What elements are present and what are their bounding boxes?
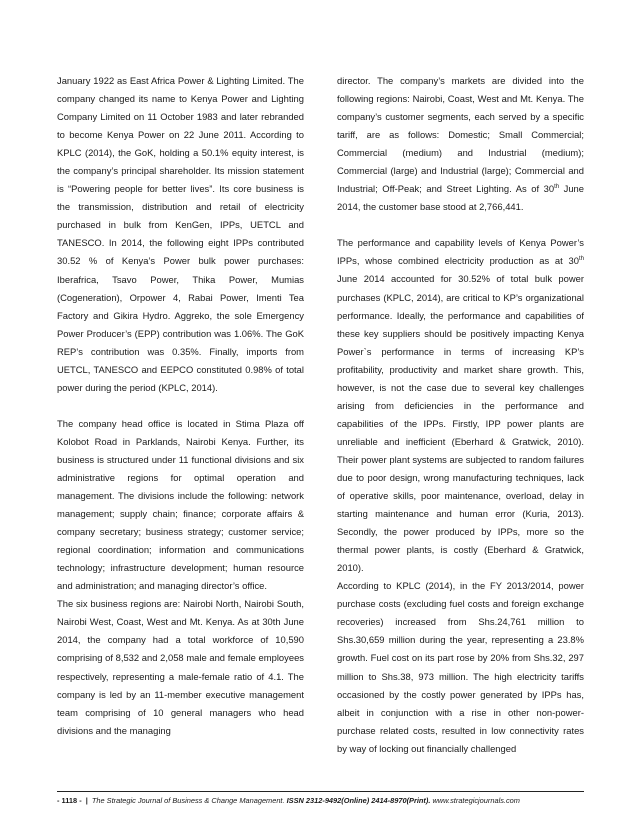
footer-separator: | [85,796,88,805]
page-footer [57,796,597,806]
right-column [337,72,584,758]
journal-website-link[interactable]: www.strategicjournals.com [432,796,520,805]
footer-divider [57,791,584,792]
page-number: - 1118 - [57,796,82,805]
right-paragraph-performance [337,234,584,577]
right-paragraph-power-costs: According to KPLC (2014), in the FY 2013/2014, power purchase costs (excluding fuel costs and foreign exchange recoveries) increased from Shs.24,761 million to Shs.30,659 million during the year, representing a 23.8% growth. Fuel cost on its part rose by 20% from Shs.32, 297 million to Shs.38, 973 million. The high electricity tariffs occasioned by the costly power generated by IPPs has, albeit in conjunction with a rise in other non-power-purchase related costs, resulted in low connectivity rates by way of locking out financially challenged [337,580,584,754]
left-paragraph-business-regions: The six business regions are: Nairobi North, Nairobi South, Nairobi West, Coast, West and Mt. Kenya. As at 30th June 2014, the company had a total workforce of 10,590 comprising of 8,532 and 2,058 male and female employees respectively, representing a male-female ratio of 4.1. The company is led by an 11-member executive management team comprising of 10 general managers who head divisions and the managing [57,598,304,736]
ordinal-superscript: th [578,256,584,263]
left-paragraph-kplc-history: January 1922 as East Africa Power & Lighting Limited. The company changed its name to Kenya Power and Lighting Company Limited on 11 October 1983 and later rebranded to become Kenya Power on 22 June 2011. According to KPLC (2014), the GoK, holding a 50.1% equity interest, is the company’s principal shareholder. Its mission statement is “Powering people for better lives”. Its core business is the transmission, distribution and retail of electricity purchased in bulk from KenGen, IPPs, UETCL and TANESCO. In 2014, the following eight IPPs contributed 30.52 % of Kenya’s Power bulk power purchases: Iberafrica, Tsavo Power, Thika Power, Mumias (Cogeneration), Orpower 4, Rabai Power, Imenti Tea Factory and Gikira Hydro. Aggreko, the sole Emergency Power Producer’s (EPP) contribution was 1.06%. The GoK REP’s contribution was 0.35%. Finally, imports from UETCL, TANESCO and EEPCO constituted 0.98% of total power during the period (KPLC, 2014). [57,75,304,393]
journal-title: The Strategic Journal of Business & Change Management. [91,796,285,805]
right-paragraph-performance-text-b: June 2014 accounted for 30.52% of total bulk power purchases (KPLC, 2014), are critical to KP’s organizational performance. Ideally, the performance and capabilities of these key suppliers should be positively impacting Kenya Power`s performance in terms of increasing KP’s profitability, productivity and market share growth. This, however, is not the case due to several key challenges arising from deficiencies in the performance and capabilities of the IPPs. Firstly, IPP power plants are unreliable and inefficient (Eberhard & Gratwick, 2010). Their power plant systems are subjected to random failures due to poor design, wrong manufacturing techniques, lack of operative skills, poor maintenance, overload, delay in starting maintenance and human error (Kuria, 2013). Secondly, the power produced by IPPs, more so the thermal power plants, is costly (Eberhard & Gratwick, 2010). [337,273,584,574]
ordinal-superscript: th [554,184,560,191]
right-paragraph-markets-text-a: director. The company’s markets are divided into the following regions: Nairobi, Coast, West and Mt. Kenya. The company’s customer segments, each served by a specific tariff, are as follows: Domestic; Small Commercial; Commercial (medium) and Industrial (medium); Commercial (large) and Industrial (large); Commercial and Industrial; Off-Peak; and Street Lighting. As of 30 [337,75,584,195]
right-paragraph-performance-text-a: The performance and capability levels of Kenya Power’s IPPs, whose combined electricity production as at 30 [337,237,584,267]
left-column [57,72,304,740]
right-paragraph-markets-text-b: June 2014, the customer base stood at 2,766,441. [337,183,585,213]
right-paragraph-markets [337,72,584,216]
journal-issn: ISSN 2312-9492(Online) 2414-8970(Print). [286,796,431,805]
left-paragraph-head-office: The company head office is located in Stima Plaza off Kolobot Road in Parklands, Nairobi Kenya. Further, its business is structured under 11 functional divisions and six administrative regions for optimal operation and management. The divisions include the following: network management; supply chain; finance; corporate affairs & company secretary; business strategy; customer service; regional coordination; information and communications technology; infrastructure development; human resource and administration; and managing director’s office. [57,417,304,592]
